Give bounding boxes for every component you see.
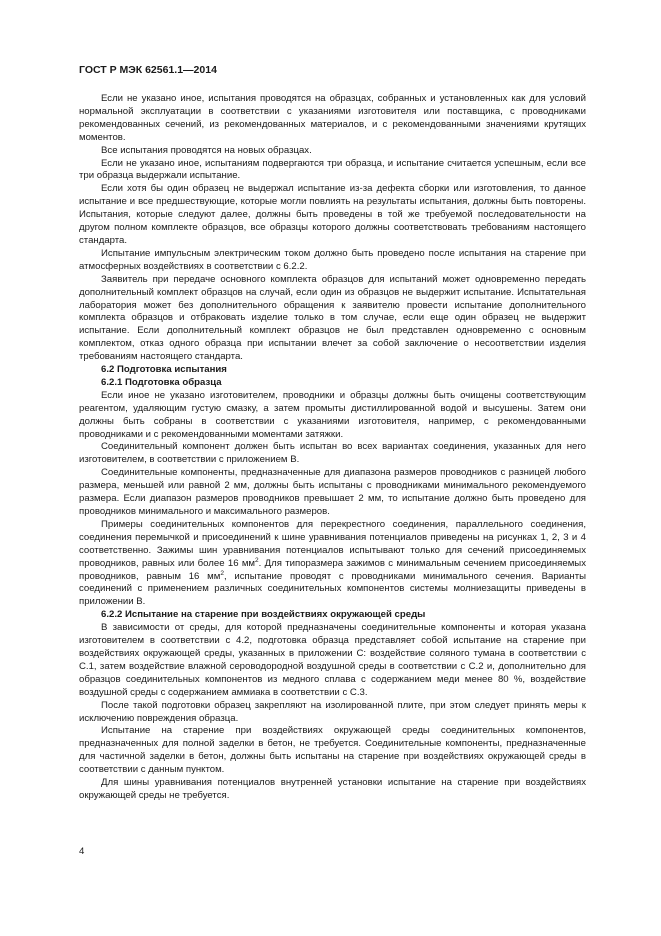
superscript: 2 — [255, 556, 259, 564]
text-run: . Для типоразмера зажимов с минимальным сечением присоединяемых проводников, равным 16 мм — [79, 557, 587, 582]
paragraph: Если не указано иное, испытаниям подвергаются три образца, и испытание считается успешным, если все три образца выдержали испытание. — [79, 157, 586, 182]
text-run: , испытание проводят с проводниками минимального сечения. Варианты соединений с применением различных соединительных компонентов системы молниезащиты приведены в приложении В. — [79, 570, 587, 608]
paragraph: Если иное не указано изготовителем, проводники и образцы должны быть очищены соответствующим реагентом, удаляющим густую смазку, а затем промыты дистиллированной водой и высушены. Затем они должны быть собраны в соответствии с указаниями изготовителя, например, с рекомендованными проводниками и с рекомендованными моментами затяжки. — [79, 389, 586, 440]
paragraph: Если не указано иное, испытания проводятся на образцах, собранных и установленных как для условий нормальной эксплуатации в соответствии с указаниями изготовителя или поставщика, с проводниками рекомендованных сечений, из рекомендованных материалов, и с рекомендованными значениями крутящих моментов. — [79, 93, 586, 143]
paragraph: После такой подготовки образец закрепляют на изолированной плите, при этом следует принять меры к исключению повреждения образца. — [79, 699, 586, 724]
paragraph — [79, 519, 586, 609]
paragraph: Если хотя бы один образец не выдержал испытание из-за дефекта сборки или изготовления, то данное испытание и все предшествующие, которые могли повлиять на результаты испытания, должны быть повторены. Испытания, которые следуют далее, должны быть проведены в той же требуемой последовательности на другом полном комплекте образцов, все образцы которого должны соответствовать требованиям настоящего стандарта. — [79, 183, 586, 246]
paragraph: Соединительные компоненты, предназначенные для диапазона размеров проводников с разницей любого размера, меньшей или равной 2 мм, должны быть испытаны с проводниками минимального рекомендуемого размера. Если диапазон размеров проводников превышает 2 мм, то испытание должно быть проведено для проводников минимального и максимального размеров. — [79, 467, 586, 517]
paragraph: Соединительный компонент должен быть испытан во всех вариантах соединения, указанных для него изготовителем, в соответствии с приложением В. — [79, 441, 586, 466]
superscript: 2 — [220, 569, 224, 577]
text-run: Примеры соединительных компонентов для перекрестного соединения, параллельного соединения, соединения перемычкой и присоединений к шине уравнивания потенциалов приведены на рисунках 1, 2, 3 и 4 соответственно. Зажимы шин уравнивания потенциалов испытывают только для сечений присоединяемых проводников, равных или более 16 мм — [79, 518, 586, 569]
paragraph: Все испытания проводятся на новых образцах. — [101, 144, 312, 156]
document-body — [79, 93, 586, 803]
paragraph: Заявитель при передаче основного комплекта образцов для испытаний может одновременно передать дополнительный комплект образцов на случай, если один из образцов не выдержит испытание. Испытательная лаборатория может без дополнительного обращения к заявителю провести испытание дополнительного комплекта образцов и отбраковать изделие только в том случае, если еще один образец не выдержит испытание. Если дополнительный комплект образцов не был представлен одновременно с основным комплектом, отказ одного образца при испытании влечет за собой заключение о несоответствии изделия требованиям настоящего стандарта. — [79, 273, 586, 363]
paragraph: Испытание на старение при воздействиях окружающей среды соединительных компонентов, предназначенных для полной заделки в бетон, не требуется. Соединительные компоненты, предназначенные для частичной заделки в бетон, должны быть испытаны на старение при воздействиях окружающей среды в соответствии с данным пунктом. — [79, 725, 586, 776]
paragraph: Для шины уравнивания потенциалов внутренней установки испытание на старение при воздействиях окружающей среды не требуется. — [79, 777, 586, 801]
subsection-heading-6-2-2: 6.2.2 Испытание на старение при воздействиях окружающей среды — [101, 609, 426, 621]
paragraph: В зависимости от среды, для которой предназначены соединительные компоненты и которая указана изготовителем в соответствии с 4.2, подготовка образца представляет собой испытание на старение при воздействиях окружающей среды, указанных в приложении С: воздействие соляного тумана в соответствии с С.1, затем воздействие влажной сероводородной воздушной среды в соответствии с С.2 и, дополнительно для образцов соединительных компонентов из медного сплава с содержанием меди менее 80 %, воздействие воздушной среды с содержанием аммиака в соответствии с С.3. — [79, 622, 586, 698]
document-header: ГОСТ Р МЭК 62561.1—2014 — [79, 64, 217, 76]
paragraph: Испытание импульсным электрическим током должно быть проведено после испытания на старение при атмосферных воздействиях в соответствии с 6.2.2. — [79, 247, 586, 272]
page-number: 4 — [79, 846, 85, 857]
section-heading-6-2: 6.2 Подготовка испытания — [101, 364, 227, 376]
subsection-heading-6-2-1: 6.2.1 Подготовка образца — [101, 376, 222, 388]
